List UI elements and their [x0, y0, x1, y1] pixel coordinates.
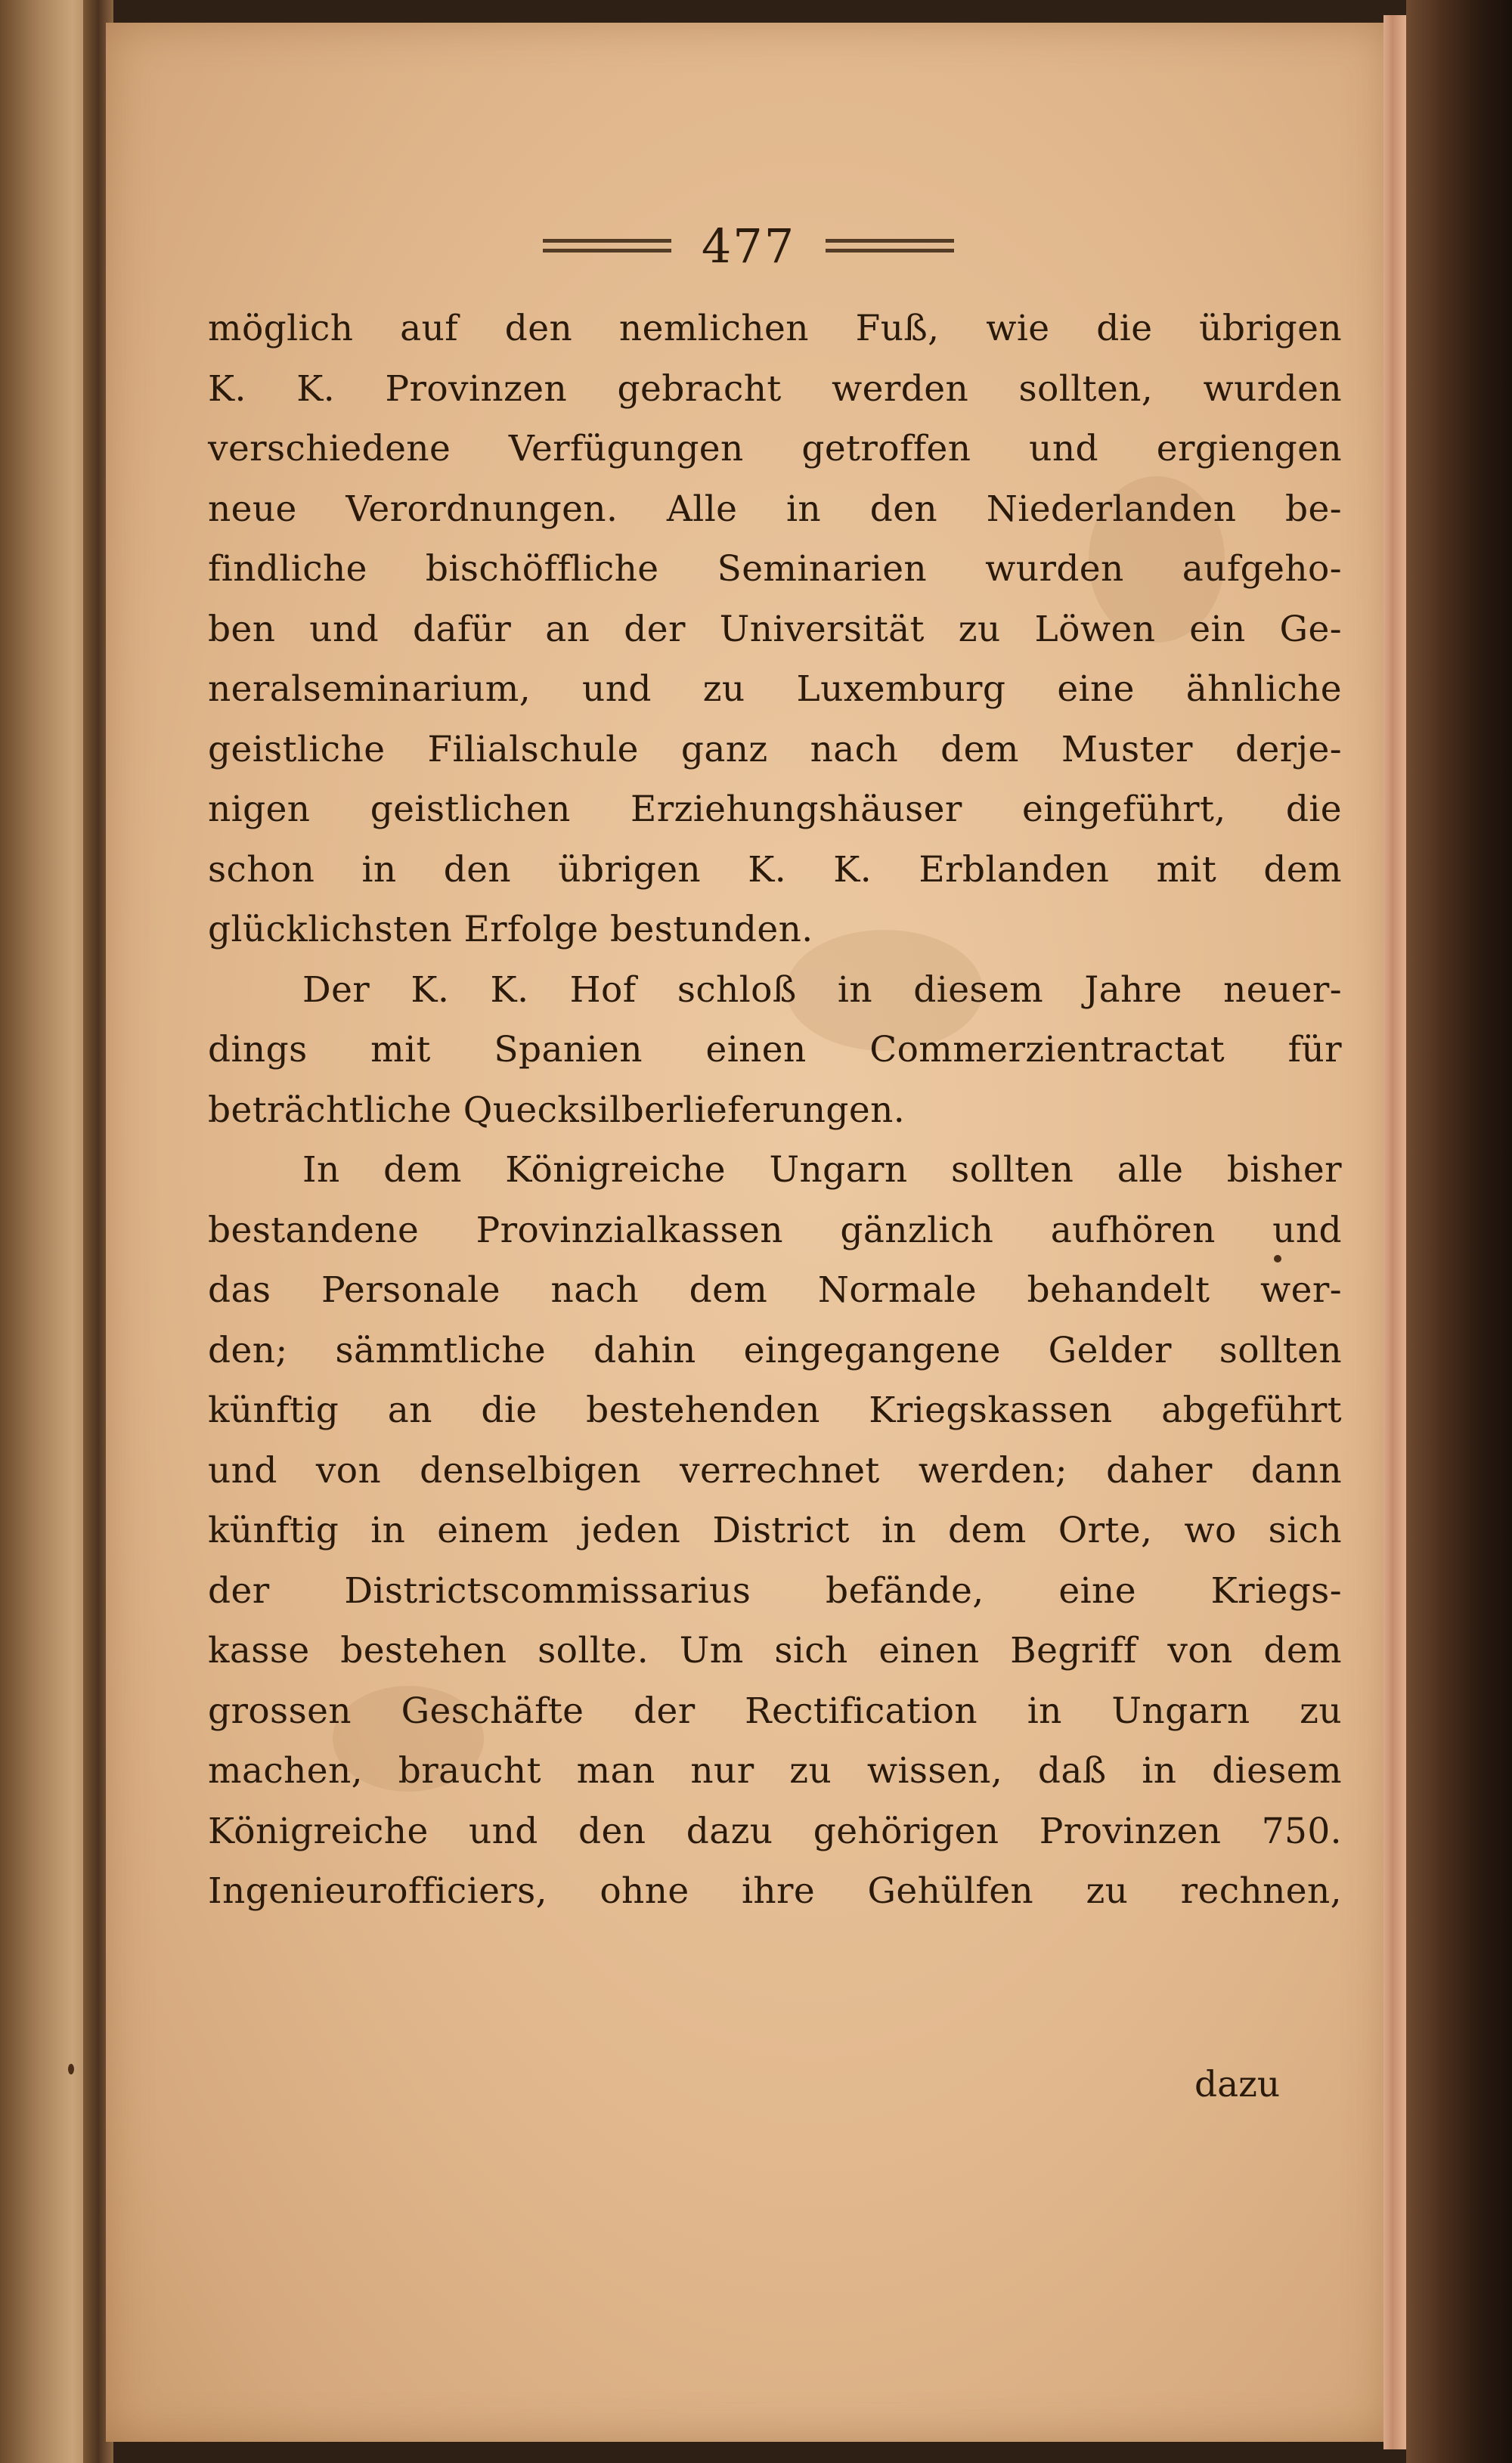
page-header — [106, 215, 1391, 276]
catchword: dazu — [1194, 2064, 1281, 2105]
text-line: grossen Geschäfte der Rectification in Ungarn zu — [208, 1690, 1342, 1732]
text-line: und von denselbigen verrechnet werden; daher dann — [208, 1449, 1342, 1492]
book-page — [106, 23, 1391, 2442]
ink-speck — [1274, 1255, 1281, 1262]
text-line: findliche bischöffliche Seminarien wurden aufgeho- — [208, 548, 1342, 590]
book-cover-edge — [1406, 0, 1512, 2463]
text-line: das Personale nach dem Normale behandelt wer- — [208, 1269, 1342, 1311]
text-line: neue Verordnungen. Alle in den Niederlanden be- — [208, 488, 1342, 530]
text-line: den; sämmtliche dahin eingegangene Gelder sollten — [208, 1329, 1342, 1371]
ink-speck — [68, 2064, 74, 2074]
text-line: ben und dafür an der Universität zu Löwen ein Ge- — [208, 608, 1342, 650]
text-line: glücklichsten Erfolge bestunden. — [208, 909, 813, 950]
text-line: möglich auf den nemlichen Fuß, wie die übrigen — [208, 308, 1342, 349]
text-line: nigen geistlichen Erziehungshäuser eingeführt, die — [208, 788, 1342, 830]
text-line: In dem Königreiche Ungarn sollten alle bisher — [302, 1149, 1342, 1191]
text-line: Der K. K. Hof schloß in diesem Jahre neuer- — [302, 968, 1342, 1011]
header-rule-left — [543, 239, 671, 252]
text-line: neralseminarium, und zu Luxemburg eine ähnliche — [208, 668, 1342, 710]
text-line: geistliche Filialschule ganz nach dem Muster derje- — [208, 728, 1342, 770]
text-line: künftig an die bestehenden Kriegskassen abgeführt — [208, 1390, 1342, 1431]
text-line: beträchtliche Quecksilberlieferungen. — [208, 1089, 906, 1131]
text-line: Ingenieurofficiers, ohne ihre Gehülfen zu rechnen, — [208, 1870, 1342, 1912]
text-line: bestandene Provinzialkassen gänzlich aufhören und — [208, 1209, 1342, 1251]
text-line: kasse bestehen sollte. Um sich einen Begriff von dem — [208, 1630, 1342, 1671]
text-line: dings mit Spanien einen Commerzientractat für — [208, 1029, 1342, 1070]
text-line: machen, braucht man nur zu wissen, daß in diesem — [208, 1750, 1342, 1792]
text-line: schon in den übrigen K. K. Erblanden mit dem — [208, 848, 1342, 891]
header-rule-right — [826, 239, 954, 252]
left-page-edge — [0, 0, 91, 2463]
page-number: 477 — [701, 218, 796, 274]
text-line: künftig in einem jeden District in dem Orte, wo sich — [208, 1510, 1342, 1551]
text-line: der Districtscommissarius befände, eine Kriegs- — [208, 1569, 1342, 1612]
text-line: K. K. Provinzen gebracht werden sollten, wurden — [208, 367, 1342, 410]
body-text — [208, 299, 1342, 1922]
page-right-edge — [1383, 15, 1406, 2449]
text-line: Königreiche und den dazu gehörigen Provinzen 750. — [208, 1810, 1342, 1852]
text-line: verschiedene Verfügungen getroffen und ergiengen — [208, 428, 1342, 469]
